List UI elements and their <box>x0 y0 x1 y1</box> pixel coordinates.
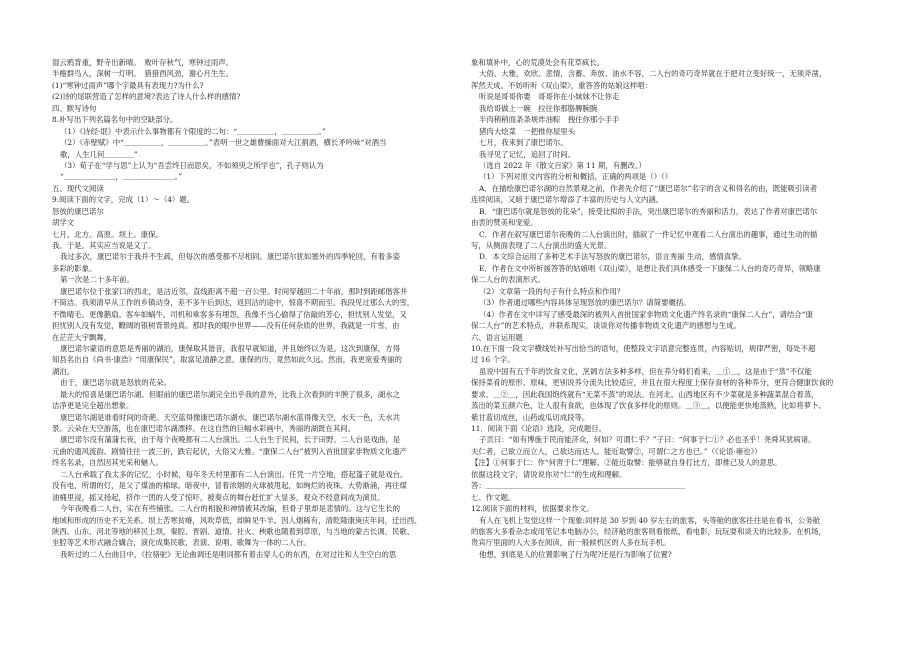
text-line: 由衷的赞美和宠爱。 <box>471 218 538 228</box>
text-line: B．“康巴诺尔就是怒放的花朵”，接受比拟的手法，突出康巴诺尔的秀丽和活力，表达了作者对康巴诺尔 <box>479 206 818 216</box>
text-line: 夫仁者，己欲立而立人，己欲达而达人。能近取譬②，可谓仁之方也已。”（《论语·雍也》） <box>471 446 762 456</box>
text-line: 二人台承载了我太多的记忆，小时候，每年冬天村里都有二人台演出。任凭一片空地，搭起篷子就是戏台。 <box>60 469 408 479</box>
text-line: 不微晴毛。更像鹅扇。客车如蜗牛，司机和乘客多有埋怨，我像不当心偷得了估敲的芳心，担忧别人发觉，又 <box>52 309 407 319</box>
text-line: 坐腔等艺术形式融合媾合，演化成集民歌、表演、说唱、歌舞为一体的二人台。 <box>52 538 311 548</box>
text-line: 怒放的康巴诺尔 <box>52 206 104 216</box>
text-line: 11．阅读下面《论语》选段，完成题目。 <box>471 424 607 433</box>
text-line: 第一次是二十多年前。 <box>60 275 134 285</box>
text-line: 洁净更是完全超出想象。 <box>52 401 134 411</box>
text-line: 10.在下面一段文字横线处补写出恰当的语句，使整段文字语意完整连贯，内容贴切，规律严密，每处不超 <box>471 343 816 353</box>
text-line: 康巴诺尔湖是谁看时间的奇葩。天空蓝得像康巴诺尔湖水，康巴诺尔湖水蓝得像天空，水天一色，天水共 <box>60 412 400 422</box>
text-line: 湖泊。 <box>52 366 75 376</box>
text-line: 不简洁。我须清早从工作的乡镇动身，差不多午后到达，返回沽的途中，惊喜不期而至。我段见过那么大的雪， <box>52 298 415 308</box>
text-line: 9.阅读下面的文字，完成（1）～（4）题。 <box>52 195 195 205</box>
text-line: 要求。＿②＿，因此我国饱终就有“无菜不蒸”的说法。在河北、山西地区有不少菜就是多种蔬菜混合着蒸， <box>471 389 819 399</box>
text-line: 保二人台的表演形式。 <box>471 275 545 285</box>
text-line: 康巴诺尔没有蒲蒲长夜，由于每个夜晚都有二人台演出。二人台生于民间，长于田野。二人台是戏曲，是 <box>60 435 400 445</box>
text-line: 保持菜肴的原形、原味，更别说养分流失比较适应，并且在很大程度上保存食材的各种养分，更符合健康饮食的 <box>471 378 834 388</box>
text-line: 我过多次，康巴诺尔于我并不生疏，但每次的感受都不尽相同。康巴诺尔犹如塞外的四季轮回，有着多姿 <box>60 252 400 262</box>
text-line: （选自 2022 年《散文百家》第 11 期，有删改。） <box>479 160 646 170</box>
text-line: 半肉稍稍面条条规炸油粽 拽住你那小手手 <box>479 115 620 125</box>
right-column <box>471 57 871 560</box>
text-line: 在茫茫大宇飘舞。 <box>52 332 112 342</box>
text-line: 景。云朵在天空游荡，也在康巴诺尔湖漂移。在这自然的巨幅水彩画中，秀丽的湖既在其间。 <box>52 424 356 433</box>
text-line: 担忧别人没有发觉，瞭阔的银树背景纯真。那时我的眼中世界——没有任何杂质的世界，我就是一片雪，由 <box>52 321 400 331</box>
text-line: A．在描绘康巴诺尔湖的自然景观之前，作者先介绍了“康巴诺尔”名字的含义和得名的由，既能吸引读者 <box>479 183 818 193</box>
text-line: 猪肉大烩菜 一把推你屋里头 <box>479 126 576 136</box>
text-line: 四、默写诗句 <box>52 103 97 113</box>
text-line: 答：＿＿＿＿＿＿＿＿＿＿＿＿＿＿＿＿＿＿＿＿＿＿＿＿＿＿＿ <box>471 481 686 491</box>
text-line: 胡学文 <box>52 218 75 228</box>
text-line: （2）文章第一段的句子有什么特点和作用？ <box>479 286 625 296</box>
text-line: 油桶里浸，摇又扬起，挤作一团的人受了惊吓，被奏点的舞台赶忙扩大显多，观众不经意间成为演员。 <box>52 492 385 502</box>
text-line: 陕西、山东、河北等地的移民上坝，秦腔、晋剧、道情、社火、秧歌也随着到草原，与当地的蒙古长调、民歌、 <box>52 526 415 536</box>
text-line: 七月。北方。高原。坝上。康保。 <box>52 229 163 239</box>
text-line: 歌，人生几何＿＿＿＿” <box>60 149 138 159</box>
left-column <box>52 57 452 560</box>
text-line: (2)诗的尾联营造了怎样的意境?表达了诗人什么样的感情? <box>52 92 241 102</box>
text-line: 终名名录，自然因其光采和魅人。 <box>52 458 163 468</box>
text-line: 蒸出的菜五颜六色，让人很有食欲，也体现了饮食多样化的原则。＿③＿，以便能更快地蒸熟，比如将萝卜、 <box>471 401 826 411</box>
text-line: E．作者在文中所析援答答的姑娘唱《双山梁》，是想让我们具体感受一下康保二人台的奇巧奇异，领略康 <box>479 263 821 273</box>
text-line: （1）下列对原文内容的分析和概括，正确的两项是（）（） <box>479 172 673 182</box>
text-line: 紫甘蓝切成丝，山药或瓜切成段等。 <box>471 412 590 422</box>
text-line: 象和填补中，心的荒漠处会有花草疯长。 <box>471 58 605 67</box>
text-line: 六、语言运用题 <box>471 332 523 342</box>
text-line: 浑然天成。不妨听听《双山梁》，重答答的姑娘这样唱： <box>471 80 653 90</box>
text-line: 康巴诺尔蒙语的意思是秀丽的湖泊，康保取其谐音，我很早就知道，并且始终以为是。这次到康保，方得 <box>60 343 400 353</box>
text-line: 湿云鸦背重，野寺出新晴。 败叶存秋气，寒钟过雨声。 <box>52 58 234 67</box>
text-line: 康巴诺尔位于张家口的西北，是沽近邻，直线距离不超一百公里。时间穿越回二十年前，那时到距邮偕客并 <box>60 286 408 296</box>
text-line: 连续阅读，又暗于康巴诺尔增添了丰富的历史与人文内涵。 <box>471 195 664 205</box>
text-line: （3）荀子在“学与思”上认为“吾尝终日而思矣，不如须臾之所学也”，孔子则认为 <box>60 160 324 170</box>
text-line: 最大的惊喜是康巴诺尔湖。但眼前的康巴诺尔湖完全出乎我的意外，比我上次看到的丰腴了很多，湖水之 <box>60 389 400 399</box>
text-line: 我听过的二人台曲目中，《拉骆驼》无论曲调还是唱词都有着击穿人心的东西，在对过往和人生空白的思 <box>60 549 397 559</box>
text-line: （2）《赤壁赋》中“＿＿＿＿＿，＿＿＿＿＿。”表明一世之雄曹操面对大江捐酒，横长矛吟咏“对酒当 <box>60 138 387 148</box>
text-line: 贵宾厅里面的人大多在阅读，而一般候机区的人多在玩手机。 <box>471 538 671 548</box>
text-line: 有人在飞机上发觉这样一个现象:同样是 30 岁到 40 岁左右的旅客，头等舱的旅客往往是在看书，公务舱 <box>479 515 821 525</box>
text-line: （3）作者通过哪些内容具体呈现怒放的康巴诺尔？请简要概括。 <box>479 298 691 308</box>
text-line: 过 16 个字。 <box>471 355 515 365</box>
text-line: 子贡曰：“如有博施于民而能济众，何如？可谓仁乎？”子曰：“何事于仁①？必也圣乎！尧舜其犹病诸。 <box>479 435 816 445</box>
text-line: 的旅客大多看杂志或用笔记本电脑办公，经济舱的旅客则看报纸，看电影，玩玩耍和谈天的比较多。在机场， <box>471 526 826 536</box>
text-line: (1)“寒钟过雨声”哪个字最具有表现力?为什么? <box>52 80 204 90</box>
text-line: 半檐群鸟入，深树一灯明。 猎猎西风劲，谢心月生生。 <box>52 69 234 79</box>
text-line: 地域和形成的历史不无关系。坝上苦寒贫瘠，风吹草低，却鲜见牛羊。因人烟稀有，清乾隆康庚庆年间，迁出西、 <box>52 515 422 525</box>
text-line: 我。于是。其实应当说是又了。 <box>52 241 156 250</box>
text-line: 我给哥做上一碗 拉住你那胳膊腕腕 <box>479 103 598 113</box>
text-line: 元曲的遗风流韵。剧情往往一波三折，跌宕起伏，大俗又大雅。“康保二人台”被列入首批国家非物质文化遗产 <box>52 446 407 456</box>
text-line: 保二人台”的艺术特点，并联系现实，谈谈你对传播非物质文化遗产的感想与生成。 <box>471 321 741 331</box>
text-line: 虽说中国有五千年的饮食文化，烹调方法多种多样，但在养分师们看来，＿①＿，这是由于“蒸”不仅能 <box>479 366 812 376</box>
text-line: 知县名出自《尚书·康浩》“用康保民”，取富足清静之意。康保的历，竟然如此久远。然而，我更宽爱秀丽的 <box>52 355 402 365</box>
text-line: “＿＿＿＿＿＿＿，＿＿＿＿＿＿＿。” <box>60 172 183 182</box>
text-line: （1）《诗经·氓》中表示什么事物都有个限度的二句：“＿＿＿＿＿，＿＿＿＿＿。” <box>60 126 326 136</box>
text-line: 我寻见了记忆，追回了时间。 <box>479 149 576 159</box>
text-line: 12.阅读下面的材料，依据要求作文。 <box>471 504 594 514</box>
text-line: C．作者在叙写康巴诺尔夜晚的二人台演出时，插叙了一件记忆中观看二人台演出的趣事，通过生动的描 <box>479 229 818 239</box>
text-line: D．本文综合运用了多种艺术手法写怒放的康巴诺尔，语言秀丽 生动，感情真挚。 <box>479 252 746 262</box>
text-line: （4）作者在文中详写了感受最深的被列入首批国家非物质文化遗产终名录的“康保二人台”，请结合“康 <box>479 309 813 319</box>
text-line: 七、作文题。 <box>471 492 516 502</box>
text-line: 没有电，所谓的灯，是父了煤油的棉球。暗夜中，冒着浓烟的火球被甩起，如绚烂的夜珠。大势渐涌，再往煤 <box>52 481 407 491</box>
text-line: 五、现代文阅读 <box>52 183 104 193</box>
text-line: 依据这段文字，请说说你对“仁”的生成和理解。 <box>471 469 627 479</box>
text-line: 大俗、大雅，欢欣、悲情，含蓄、奔放、油水不容，二人台的奇巧奇异就在于把对立变好统一，无须斧凿， <box>479 69 827 79</box>
text-line: 【注】①何事于仁：作“何啻于仁”理解。②能近取譬：能够就自身打比方，即推己及人的意思。 <box>471 458 782 468</box>
text-line: 今年夜晚看二人台，实在有些铺张。二人台的相貌和神情被其改编，但骨子里却是悲情的。这与它生长的 <box>60 504 400 514</box>
text-line: 多彩的影象。 <box>52 263 97 273</box>
text-line: 8.补写出下列名篇名句中的空缺部分。 <box>52 115 178 125</box>
text-line: 听说是哥哥你要 哥哥你在小妹妹不让你走 <box>479 92 620 102</box>
text-line: 写，从侧面表现了二人台演出的盛大光景。 <box>471 241 612 250</box>
text-line: 他想，到底是人的位置影响了行为呢?还是行为影响了位置? <box>479 549 672 559</box>
text-line: 七月，我来到了康巴诺尔。 <box>479 138 568 148</box>
text-line: 由于，康巴诺尔就是怒放的花朵。 <box>60 378 171 388</box>
